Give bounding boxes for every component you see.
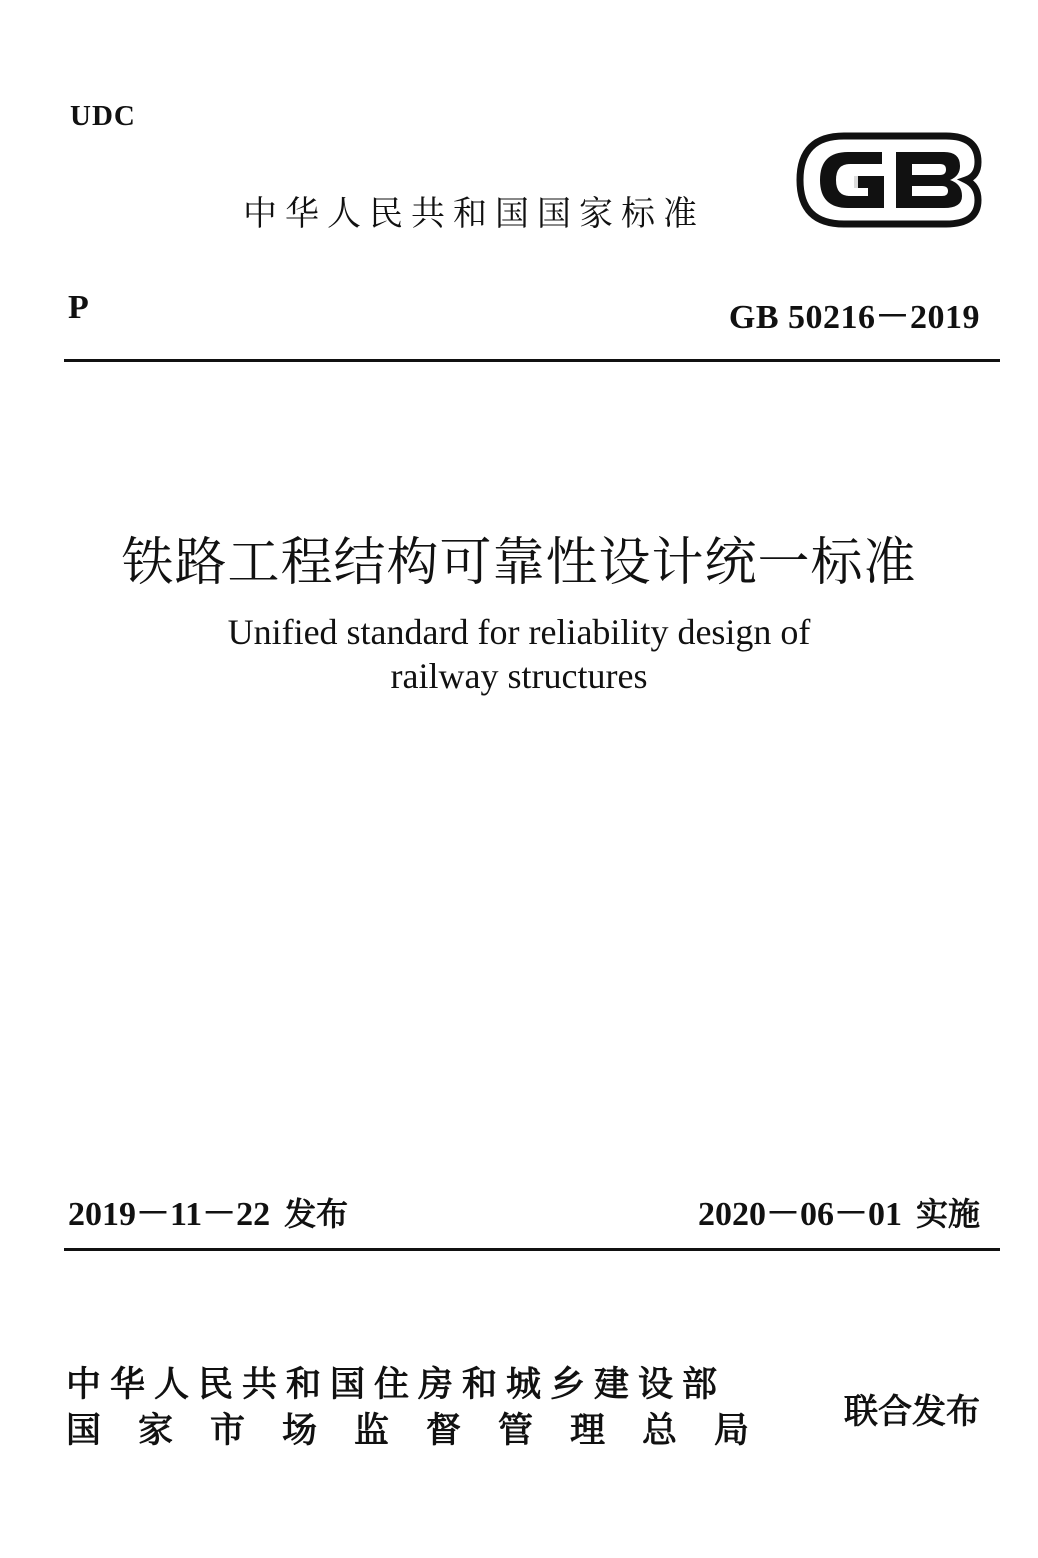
title-english-line2: railway structures	[390, 656, 648, 696]
implementation-date-block	[698, 1186, 980, 1235]
implementation-label: 实施	[915, 1195, 980, 1233]
issuing-authorities	[66, 1362, 786, 1454]
implementation-date: 2020－06－01	[697, 1196, 902, 1233]
issue-label: 发布	[284, 1195, 349, 1233]
issue-date: 2019－11－22	[68, 1196, 271, 1233]
issuer-ministry: 中华人民共和国住房和城乡建设部	[66, 1365, 727, 1405]
issue-date-block	[68, 1186, 348, 1235]
header-divider	[64, 359, 1000, 362]
title-english-line1: Unified standard for reliability design of	[227, 612, 811, 652]
standard-number: GB 50216－2019	[728, 299, 980, 336]
title-english	[0, 610, 1038, 698]
national-standard-label: 中华人民共和国国家标准	[243, 194, 705, 234]
category-code: P	[68, 289, 89, 326]
joint-release-label: 联合发布	[844, 1392, 980, 1432]
footer-divider	[64, 1248, 1000, 1251]
title-chinese: 铁路工程结构可靠性设计统一标准	[121, 533, 917, 593]
gb-logo	[796, 132, 982, 228]
udc-label: UDC	[70, 100, 136, 132]
issuer-administration: 国家市场监督管理总局	[66, 1411, 787, 1451]
